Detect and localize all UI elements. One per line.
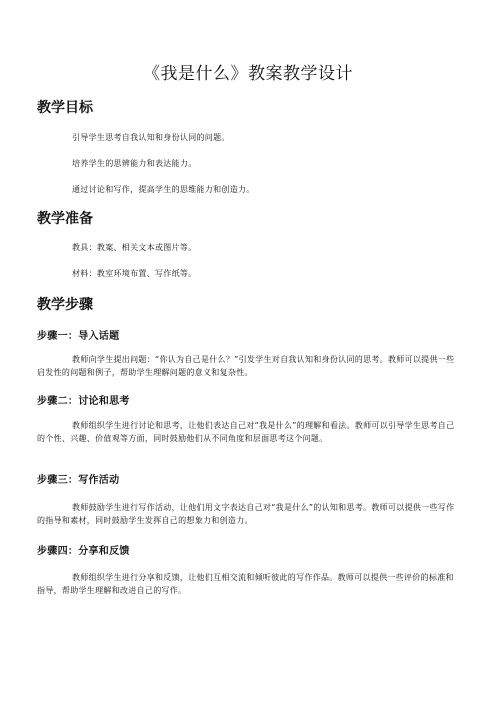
section-heading-objectives: 教学目标 [37, 100, 93, 116]
step-title: 步骤一：导入话题 [37, 331, 120, 342]
step-paragraph: 教师向学生提出问题：“你认为自己是什么？”引发学生对自我认知和身份认同的思考。教师可以提供一些启发性的问题和例子，帮助学生理解问题的意义和复杂性。 [37, 355, 455, 377]
step-paragraph: 教师鼓励学生进行写作活动，让他们用文字表达自己对“我是什么”的认知和思考。教师可以提供一些写作的指导和素材，同时鼓励学生发挥自己的想象力和创造力。 [37, 503, 455, 525]
step-title: 步骤二：讨论和思考 [37, 396, 130, 407]
preparation-item: 教具：教案、相关文本或图片等。 [72, 243, 197, 252]
objective-item: 引导学生思考自我认知和身份认同的问题。 [72, 133, 230, 142]
step-paragraph: 教师组织学生进行讨论和思考，让他们表达自己对“我是什么”的理解和看法。教师可以引导学生思考自己的个性、兴趣、价值观等方面，同时鼓励他们从不同角度和层面思考这个问题。 [37, 421, 455, 443]
step-paragraph: 教师组织学生进行分享和反馈，让他们互相交流和倾听彼此的写作作品。教师可以提供一些评价的标准和指导，帮助学生理解和改进自己的写作。 [37, 573, 454, 595]
step-title: 步骤四：分享和反馈 [37, 546, 130, 557]
preparation-item: 材料：教室环境布置、写作纸等。 [72, 269, 197, 278]
document-title: 《我是什么》教案教学设计 [143, 64, 353, 84]
step-title: 步骤三：写作活动 [37, 475, 120, 486]
section-heading-preparation: 教学准备 [37, 211, 93, 227]
objective-item: 通过讨论和写作，提高学生的思维能力和创造力。 [72, 185, 255, 194]
section-heading-steps: 教学步骤 [37, 297, 93, 313]
objective-item: 培养学生的思辨能力和表达能力。 [72, 159, 197, 168]
